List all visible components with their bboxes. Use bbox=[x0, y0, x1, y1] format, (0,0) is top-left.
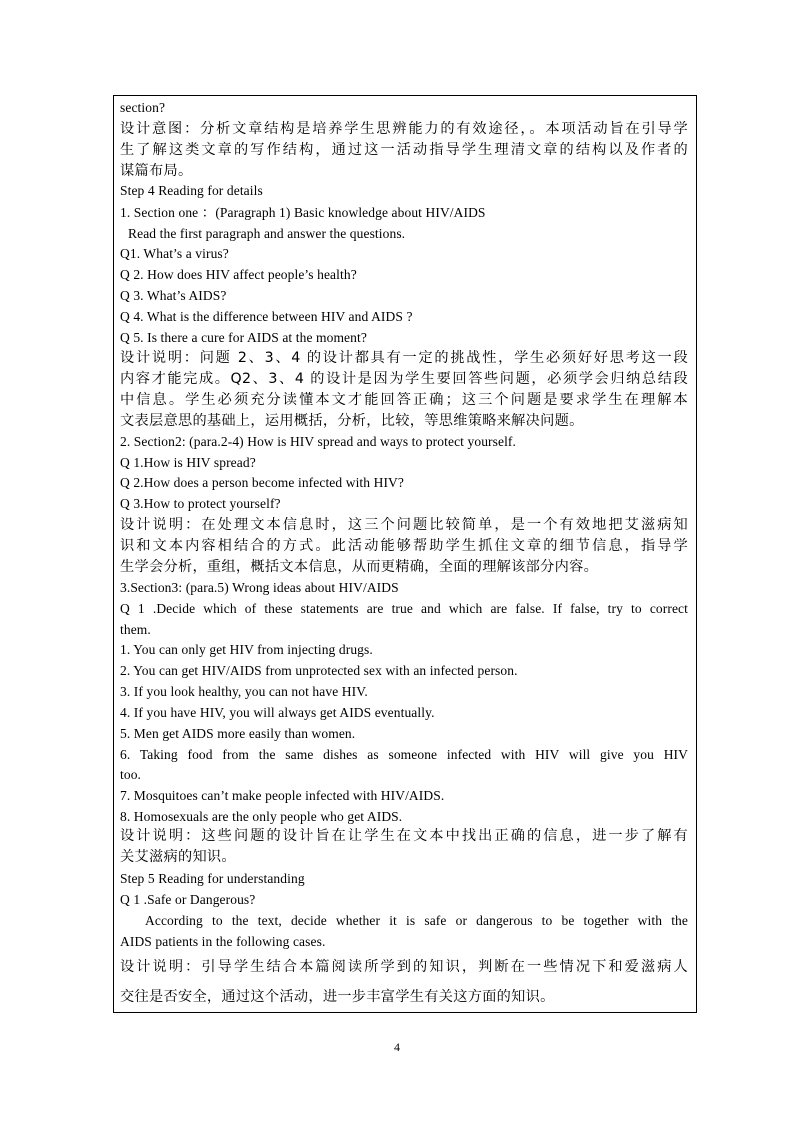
text-line: 生学会分析，重组，概括文本信息，从而更精确，全面的理解该部分内容。 bbox=[120, 559, 599, 575]
question-line: Q 1 .Safe or Dangerous? bbox=[120, 892, 256, 907]
question-line: Q1. What’s a virus? bbox=[120, 246, 229, 261]
text-line: 识和文本内容相结合的方式。此活动能够帮助学生抓住文章的细节信息，指导学 bbox=[120, 538, 688, 554]
text-line: 设计说明：这些问题的设计旨在让学生在文本中找出正确的信息，进一步了解有 bbox=[120, 828, 688, 844]
question-line: Q 5. Is there a cure for AIDS at the moment? bbox=[120, 330, 367, 345]
statement-item: 5. Men get AIDS more easily than women. bbox=[120, 726, 356, 741]
question-line: Q 3. What’s AIDS? bbox=[120, 288, 227, 303]
text-line: section? bbox=[120, 100, 166, 115]
text-line: 内容才能完成。Q2、3、4 的设计是因为学生要回答些问题，必须学会归纳总结段 bbox=[120, 371, 688, 387]
statement-item: 4. If you have HIV, you will always get AIDS eventually. bbox=[120, 705, 435, 720]
text-line: 关艾滋病的知识。 bbox=[120, 849, 236, 865]
statement-item: 1. You can only get HIV from injecting drugs. bbox=[120, 642, 373, 657]
text-line: According to the text, decide whether it is safe or dangerous to be together with the bbox=[145, 913, 688, 928]
question-line: Q 2. How does HIV affect people’s health? bbox=[120, 267, 357, 282]
text-line: 设计说明：引导学生结合本篇阅读所学到的知识，判断在一些情况下和爱滋病人 bbox=[120, 959, 688, 975]
text-line: 谋篇布局。 bbox=[120, 163, 193, 179]
text-line: 中信息。学生必须充分读懂本文才能回答正确；这三个问题是要求学生在理解本 bbox=[120, 392, 688, 408]
text-line: 设计说明：问题 2、3、4 的设计都具有一定的挑战性，学生必须好好思考这一段 bbox=[120, 350, 688, 366]
text-line: them. bbox=[120, 622, 151, 637]
question-line: Q 4. What is the difference between HIV and AIDS ? bbox=[120, 309, 413, 324]
statement-item: 6. Taking food from the same dishes as someone infected with HIV will give you HIV bbox=[120, 747, 688, 762]
text-line: 设计意图：分析文章结构是培养学生思辨能力的有效途径，。本项活动旨在引导学 bbox=[120, 121, 688, 137]
statement-item: 8. Homosexuals are the only people who get AIDS. bbox=[120, 809, 403, 824]
page-number: 4 bbox=[394, 1040, 400, 1054]
text-line: too. bbox=[120, 767, 142, 782]
statement-item: 7. Mosquitoes can’t make people infected with HIV/AIDS. bbox=[120, 788, 445, 803]
text-line: AIDS patients in the following cases. bbox=[120, 934, 326, 949]
question-line: Q 2.How does a person become infected with HIV? bbox=[120, 475, 404, 490]
statement-item: 2. You can get HIV/AIDS from unprotected sex with an infected person. bbox=[120, 663, 518, 678]
text-line: 设计说明：在处理文本信息时，这三个问题比较简单，是一个有效地把艾滋病知 bbox=[120, 517, 688, 533]
step-heading: Step 4 Reading for details bbox=[120, 183, 263, 198]
section-heading: 1. Section one ：(Paragraph 1) Basic knowledge about HIV/AIDS bbox=[120, 205, 486, 220]
section-heading: 3.Section3: (para.5) Wrong ideas about HIV/AIDS bbox=[120, 580, 399, 595]
question-line: Q 1.How is HIV spread? bbox=[120, 455, 256, 470]
text-line: 文表层意思的基础上，运用概括，分析，比较，等思维策略来解决问题。 bbox=[120, 413, 584, 429]
text-line: Read the first paragraph and answer the questions. bbox=[128, 226, 406, 241]
question-line: Q 1 .Decide which of these statements are true and which are false. If false, try to correct bbox=[120, 601, 688, 616]
text-line: 生了解这类文章的写作结构，通过这一活动指导学生理清文章的结构以及作者的 bbox=[120, 142, 688, 158]
statement-item: 3. If you look healthy, you can not have HIV. bbox=[120, 684, 368, 699]
step-heading: Step 5 Reading for understanding bbox=[120, 871, 305, 886]
text-line: 交往是否安全，通过这个活动，进一步丰富学生有关这方面的知识。 bbox=[120, 989, 555, 1005]
section-heading: 2. Section2: (para.2-4) How is HIV spread and ways to protect yourself. bbox=[120, 434, 517, 449]
question-line: Q 3.How to protect yourself? bbox=[120, 496, 281, 511]
